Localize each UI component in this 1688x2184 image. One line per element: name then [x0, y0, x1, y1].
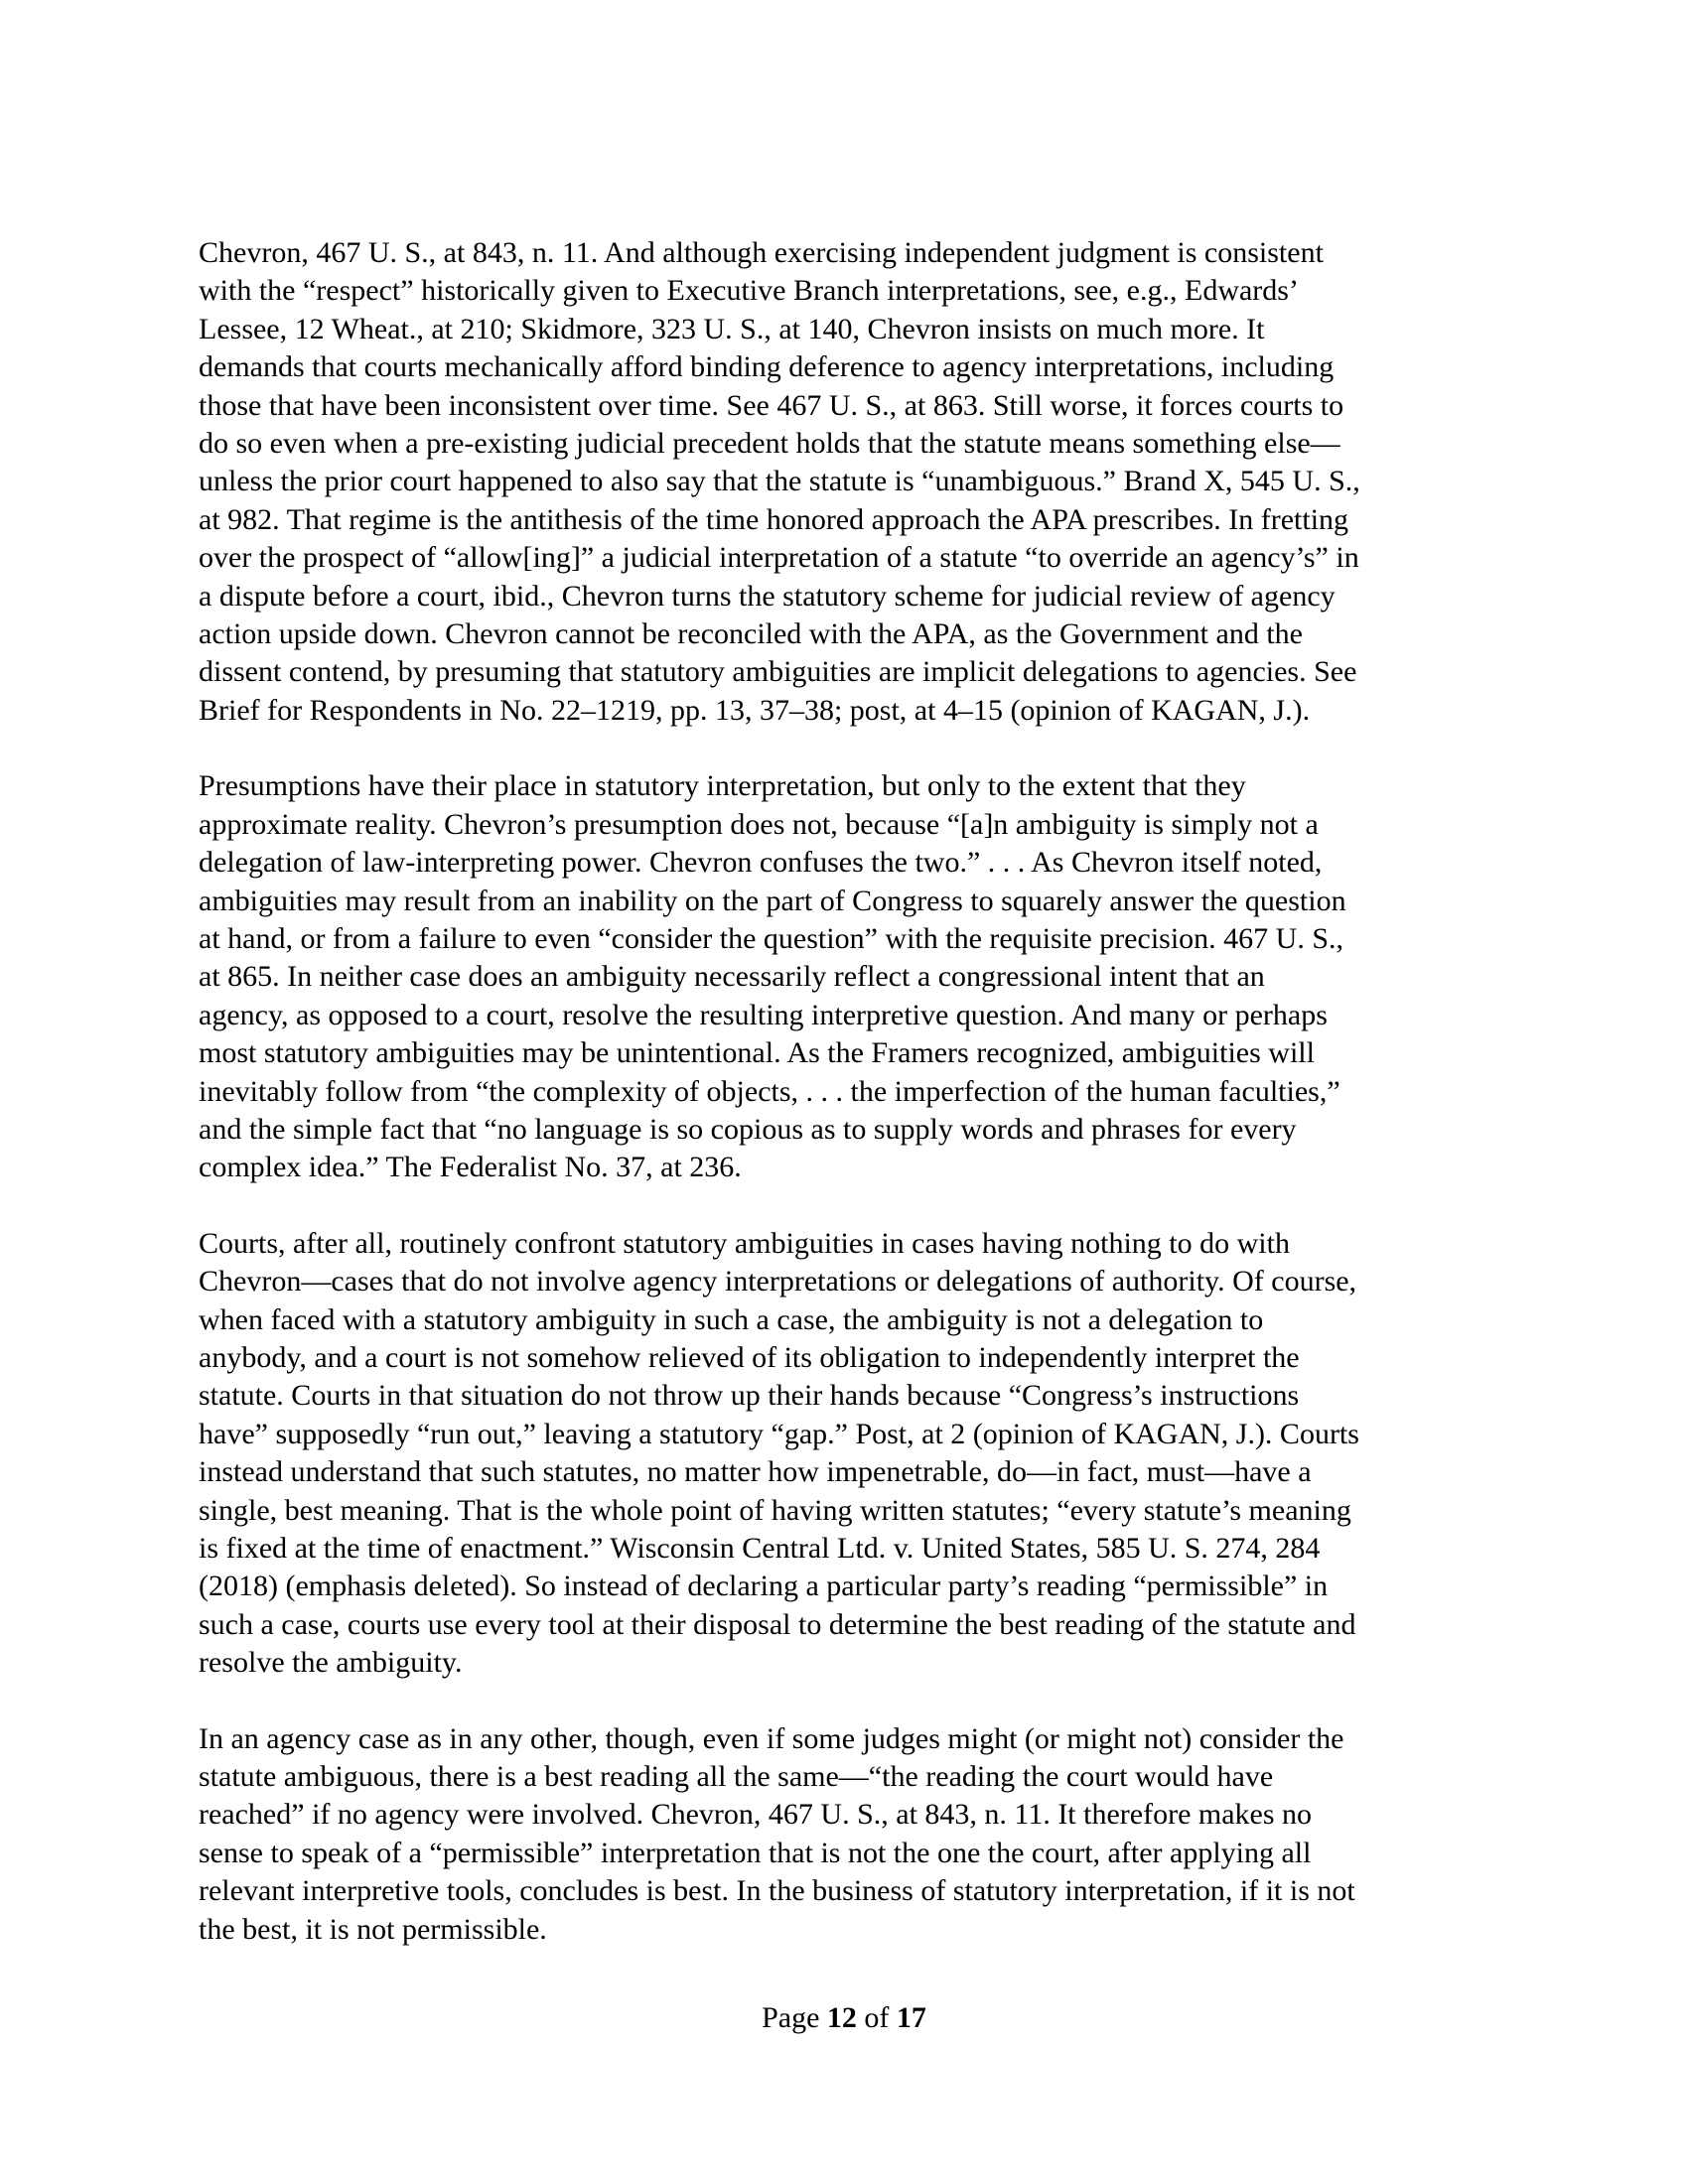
text-line: approximate reality. Chevron’s presumption does not, because “[a]n ambiguity is simply not a [199, 807, 1319, 841]
text-line: and the simple fact that “no language is so copious as to supply words and phrases for every [199, 1112, 1297, 1146]
text-line: single, best meaning. That is the whole point of having written statutes; “every statute’s meaning [199, 1493, 1351, 1527]
text-line: ambiguities may result from an inability on the part of Congress to squarely answer the question [199, 884, 1346, 917]
paragraph [199, 234, 1489, 730]
text-line: with the “respect” historically given to Executive Branch interpretations, see, e.g., Edwards’ [199, 274, 1299, 308]
text-line: Courts, after all, routinely confront statutory ambiguities in cases having nothing to do with [199, 1226, 1290, 1260]
text-line: a dispute before a court, ibid., Chevron turns the statutory scheme for judicial review of agency [199, 579, 1336, 613]
text-line: complex idea.” The Federalist No. 37, at 236. [199, 1151, 742, 1184]
text-line: Presumptions have their place in statutory interpretation, but only to the extent that they [199, 769, 1246, 803]
text-line: at 982. That regime is the antithesis of the time honored approach the APA prescribes. In fretting [199, 502, 1349, 536]
text-line: relevant interpretive tools, concludes is best. In the business of statutory interpretation, if it is not [199, 1874, 1355, 1908]
text-line: at 865. In neither case does an ambiguity necessarily reflect a congressional intent that an [199, 960, 1265, 994]
text-line: Lessee, 12 Wheat., at 210; Skidmore, 323 U. S., at 140, Chevron insists on much more. It [199, 312, 1265, 345]
document-body [199, 234, 1489, 1986]
text-line: In an agency case as in any other, though, even if some judges might (or might not) consider the [199, 1721, 1344, 1755]
paragraph [199, 767, 1489, 1186]
text-line: (2018) (emphasis deleted). So instead of declaring a particular party’s reading “permissible” in [199, 1570, 1329, 1603]
text-line: most statutory ambiguities may be unintentional. As the Framers recognized, ambiguities will [199, 1036, 1315, 1070]
page-label: Page [762, 2001, 820, 2034]
text-line: at hand, or from a failure to even “consider the question” with the requisite precision. 467 U. S., [199, 921, 1344, 955]
paragraph [199, 1225, 1489, 1683]
text-line: when faced with a statutory ambiguity in such a case, the ambiguity is not a delegation to [199, 1302, 1264, 1336]
text-line: Chevron, 467 U. S., at 843, n. 11. And although exercising independent judgment is consistent [199, 236, 1324, 269]
of-label: of [864, 2001, 890, 2034]
text-line: resolve the ambiguity. [199, 1646, 463, 1680]
text-line: Chevron—cases that do not involve agency interpretations or delegations of authority. Of course, [199, 1265, 1357, 1298]
page-number: 12 [826, 2001, 857, 2034]
text-line: sense to speak of a “permissible” interpretation that is not the one the court, after applying all [199, 1836, 1312, 1869]
text-line: Brief for Respondents in No. 22–1219, pp. 13, 37–38; post, at 4–15 (opinion of KAGAN, J.). [199, 693, 1311, 727]
text-line: reached” if no agency were involved. Chevron, 467 U. S., at 843, n. 11. It therefore makes no [199, 1798, 1313, 1832]
text-line: demands that courts mechanically afford binding deference to agency interpretations, including [199, 350, 1335, 384]
text-line: agency, as opposed to a court, resolve the resulting interpretive question. And many or perhaps [199, 998, 1328, 1031]
text-line: anybody, and a court is not somehow relieved of its obligation to independently interpret the [199, 1340, 1300, 1374]
text-line: do so even when a pre-existing judicial precedent holds that the statute means something else— [199, 427, 1340, 461]
text-line: have” supposedly “run out,” leaving a statutory “gap.” Post, at 2 (opinion of KAGAN, J.). Courts [199, 1417, 1359, 1450]
text-line: statute ambiguous, there is a best reading all the same—“the reading the court would have [199, 1760, 1274, 1794]
text-line: dissent contend, by presuming that statutory ambiguities are implicit delegations to agencies. See [199, 655, 1357, 689]
page-total: 17 [896, 2001, 926, 2034]
text-line: such a case, courts use every tool at their disposal to determine the best reading of the statute and [199, 1607, 1356, 1641]
text-line: is fixed at the time of enactment.” Wisconsin Central Ltd. v. United States, 585 U. S. 274, 284 [199, 1532, 1321, 1565]
text-line: over the prospect of “allow[ing]” a judicial interpretation of a statute “to override an agency’s” in [199, 541, 1359, 575]
text-line: those that have been inconsistent over time. See 467 U. S., at 863. Still worse, it forces courts to [199, 388, 1344, 422]
text-line: statute. Courts in that situation do not throw up their hands because “Congress’s instructions [199, 1379, 1300, 1413]
text-line: instead understand that such statutes, no matter how impenetrable, do—in fact, must—have a [199, 1455, 1312, 1489]
text-line: the best, it is not permissible. [199, 1912, 547, 1946]
text-line: unless the prior court happened to also say that the statute is “unambiguous.” Brand X, 545 U. S., [199, 465, 1360, 498]
paragraph [199, 1720, 1489, 1949]
page-footer [0, 1999, 1688, 2037]
text-line: delegation of law-interpreting power. Chevron confuses the two.” . . . As Chevron itself noted, [199, 846, 1323, 880]
text-line: inevitably follow from “the complexity of objects, . . . the imperfection of the human faculties,” [199, 1074, 1340, 1108]
text-line: action upside down. Chevron cannot be reconciled with the APA, as the Government and the [199, 617, 1303, 651]
